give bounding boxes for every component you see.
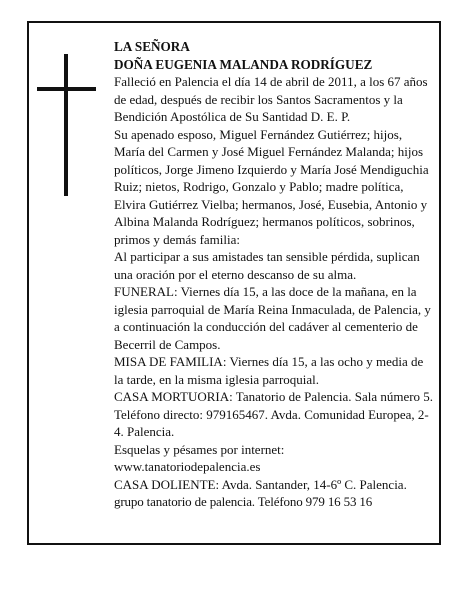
heading-title: LA SEÑORA bbox=[114, 39, 190, 54]
cross-icon bbox=[64, 54, 68, 196]
mass-paragraph: MISA DE FAMILIA: Viernes día 15, a las ocho y media de la tarde, en la misma iglesia parroquial. bbox=[114, 354, 424, 387]
mortuary-paragraph: CASA MORTUORIA: Tanatorio de Palencia. Sala número 5. Teléfono directo: 979165467. Avda. Comunidad Europea, 2-4. Palencia. bbox=[114, 389, 434, 439]
intro-paragraph: Falleció en Palencia el día 14 de abril de 2011, a los 67 años de edad, después de recibir los Santos Sacramentos y la Bendición Apostólica de Su Santidad D. E. P. bbox=[114, 74, 428, 124]
footer-line: grupo tanatorio de palencia. Teléfono 979 16 53 16 bbox=[114, 494, 373, 509]
deceased-name: DOÑA EUGENIA MALANDA RODRÍGUEZ bbox=[114, 56, 373, 72]
grieving-house-paragraph: CASA DOLIENTE: Avda. Santander, 14-6º C. Palencia. bbox=[114, 476, 407, 492]
cross-icon-bar bbox=[37, 87, 96, 91]
family-paragraph: Su apenado esposo, Miguel Fernández Gutiérrez; hijos, María del Carmen y José Miguel Fernández Malanda; hijos políticos, Jorge Jimeno Izquierdo y María José Mendiguchia Ruiz; nietos, Rodrigo, Gonzalo y Pablo; madre política, Elvira Gutiérrez Vielba; hermanos, José, Eusebia, Antonio y Albina Malanda Rodríguez; hermanos políticos, sobrinos, primos y demás familia: bbox=[114, 126, 429, 247]
funeral-paragraph: FUNERAL: Viernes día 15, a las doce de la mañana, en la iglesia parroquial de María Reina Inmaculada, de Palencia, y a continuación la conducción del cadáver al cementerio de Becerril de Campos. bbox=[114, 284, 431, 352]
notice-content bbox=[114, 38, 434, 511]
condolences-url: www.tanatoriodepalencia.es bbox=[114, 459, 261, 474]
condolences-label: Esquelas y pésames por internet: bbox=[114, 441, 285, 457]
request-paragraph: Al participar a sus amistades tan sensible pérdida, suplican una oración por el eterno descanso de su alma. bbox=[114, 249, 420, 282]
